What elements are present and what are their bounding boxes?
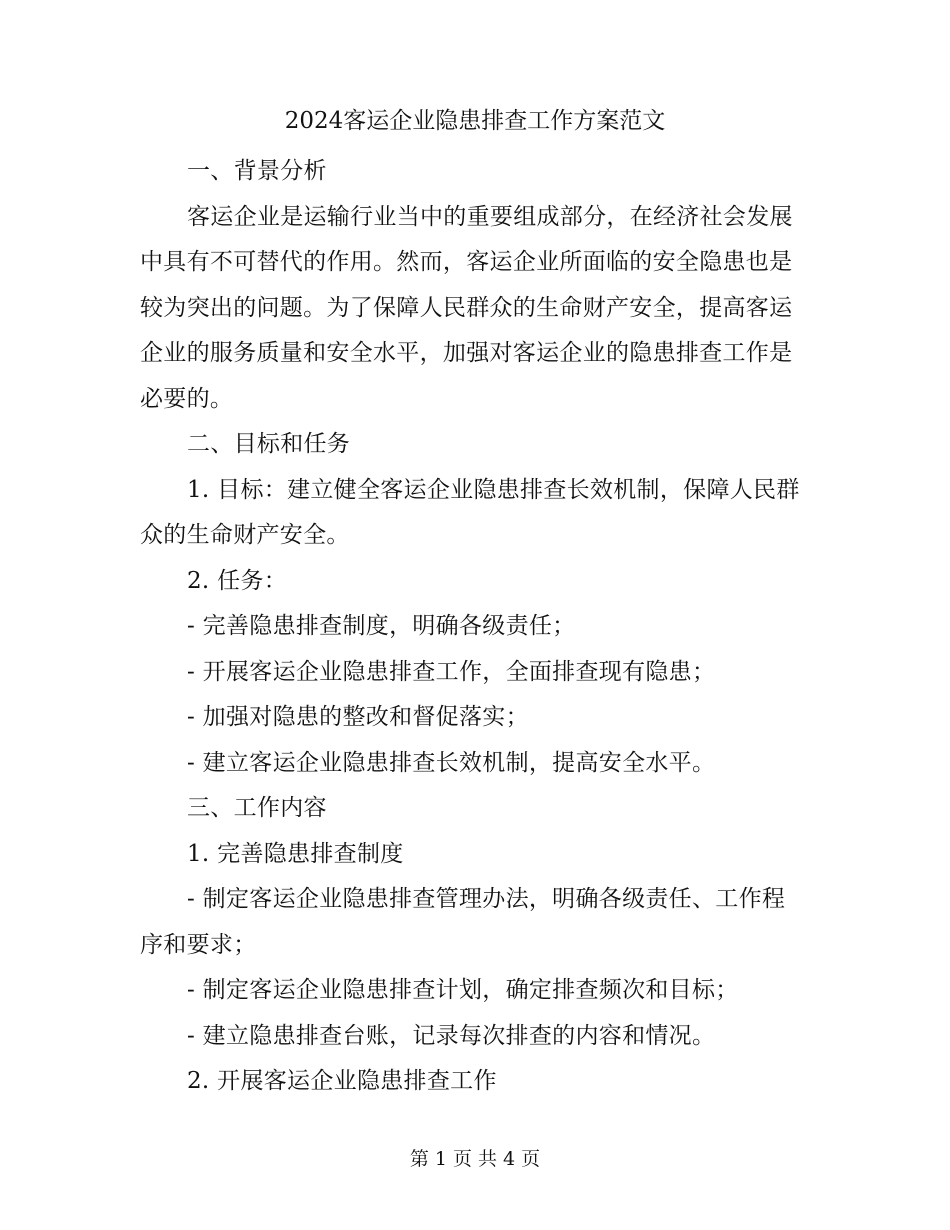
section-heading-goals: 二、目标和任务: [187, 431, 351, 457]
document-title: 2024客运企业隐患排查工作方案范文: [284, 108, 666, 134]
paragraph-tasks-label: 2. 任务：: [187, 567, 288, 594]
content-item: - 制定客运企业隐患排查计划，确定排查频次和目标；: [187, 977, 739, 1003]
paragraph-background: 客运企业是运输行业当中的重要组成部分，在经济社会发展中具有不可替代的作用。然而，客运企业所面临的安全隐患也是较为突出的问题。为了保障人民群众的生命财产安全，提高客运企业的服务质量和安全水平，加强对客运企业的隐患排查工作是必要的。: [140, 203, 793, 412]
task-item: - 加强对隐患的整改和督促落实；: [187, 704, 529, 730]
subsection-heading: 2. 开展客运企业隐患排查工作: [187, 1068, 497, 1094]
page-footer: 第 1 页 共 4 页: [409, 1148, 541, 1170]
task-item: - 建立客运企业隐患排查长效机制，提高安全水平。: [187, 749, 716, 776]
paragraph-goal: 1. 目标：建立健全客运企业隐患排查长效机制，保障人民群众的生命财产安全。: [140, 476, 800, 548]
subsection-heading: 1. 完善隐患排查制度: [187, 840, 404, 867]
task-item: - 开展客运企业隐患排查工作，全面排查现有隐患；: [187, 658, 716, 685]
content-item: - 制定客运企业隐患排查管理办法，明确各级责任、工作程序和要求；: [140, 886, 786, 958]
content-item: - 建立隐患排查台账，记录每次排查的内容和情况。: [187, 1022, 716, 1049]
section-heading-content: 三、工作内容: [187, 795, 327, 821]
section-heading-background: 一、背景分析: [187, 158, 327, 184]
task-item: - 完善隐患排查制度，明确各级责任；: [187, 613, 576, 639]
document-body: [140, 149, 808, 1105]
